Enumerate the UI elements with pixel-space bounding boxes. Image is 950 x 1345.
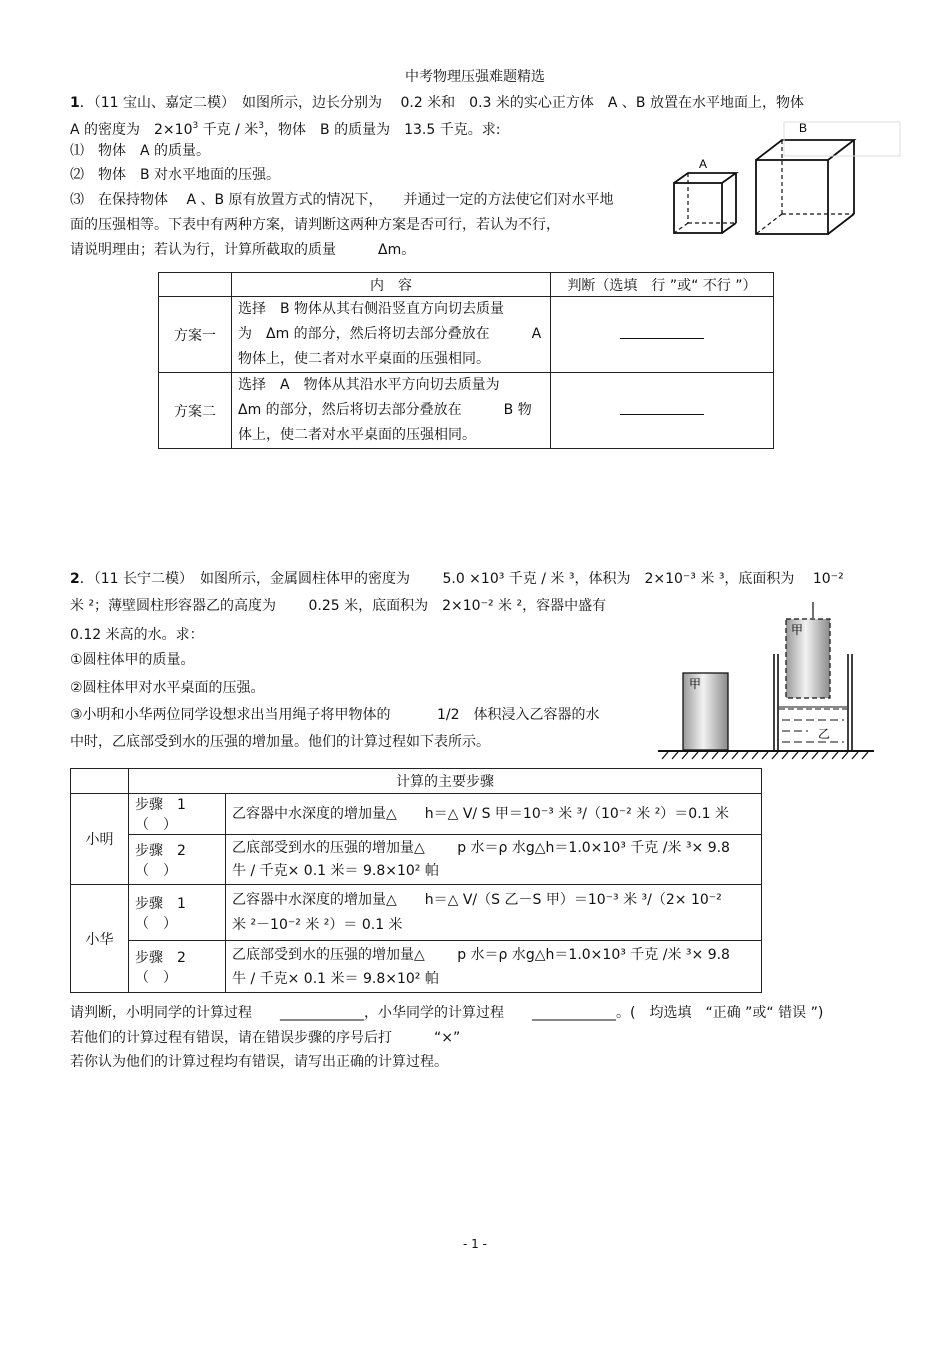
cube-a xyxy=(674,173,736,233)
cube-b xyxy=(756,140,854,234)
step-line: 牛 / 千克× 0.1 米＝ 9.8×10² 帕 xyxy=(232,970,439,987)
q2-table-header-row xyxy=(71,769,762,794)
q2-steps-table xyxy=(70,768,762,993)
xiaohua-step2-content xyxy=(226,941,762,993)
xiaoming-step1-content xyxy=(226,794,762,835)
step-line: 乙容器中水深度的增加量△ h＝△ V/ S 甲＝10⁻³ 米 ³/（10⁻² 米 ²）＝0.1 米 xyxy=(232,806,730,822)
plan-2-line: Δm 的部分，然后将切去部分叠放在 B 物 xyxy=(238,402,532,418)
water xyxy=(779,707,847,742)
q1-source: ．（11 宝山、嘉定二模） xyxy=(79,95,229,111)
xiaoming-step2-content xyxy=(226,835,762,885)
q2-item3-line1: ③小明和小华两位同学设想求出当用绳子将甲物体的 1/2 体积浸入乙容器的水 xyxy=(70,707,600,723)
xiaoming-step1-row xyxy=(71,794,762,835)
plan-2-judge-cell[interactable] xyxy=(551,373,774,449)
xiaohua-step1-content xyxy=(226,885,762,941)
q1-item3-line2: 面的压强相等。下表中有两种方案，请判断这两种方案是否可行，若认为不行， xyxy=(70,217,560,233)
q1-header-content: 内 容 xyxy=(232,273,551,297)
plan-2-answer-blank[interactable] xyxy=(620,402,704,415)
q1-plan-table xyxy=(158,272,774,449)
cylinder-jia-label: 甲 xyxy=(689,677,702,691)
q1-item2: ⑵ 物体 B 对水平地面的压强。 xyxy=(70,167,281,183)
xiaohua-step1-row xyxy=(71,885,762,941)
q1-table-row-2 xyxy=(159,373,774,449)
plan-2-line: 选择 A 物体从其沿水平方向切去质量为 xyxy=(238,377,500,393)
q2-table-corner xyxy=(71,769,129,794)
q1-line2 xyxy=(70,116,500,140)
page-number: - 1 - xyxy=(463,1237,487,1251)
cube-b-label: B xyxy=(799,121,808,135)
q1-item3-line3: 请说明理由；若认为行，计算所截取的质量 Δm。 xyxy=(70,242,416,258)
q1-number: 1 xyxy=(70,95,80,111)
q2-item2: ②圆柱体甲对水平桌面的压强。 xyxy=(70,680,265,696)
plan-1-line: 为 Δm 的部分，然后将切去部分叠放在 A xyxy=(238,326,542,342)
q2-item3-line2: 中时，乙底部受到水的压强的增加量。他们的计算过程如下表所示。 xyxy=(70,734,490,750)
plan-1-content xyxy=(232,297,551,373)
container-yi-label: 乙 xyxy=(818,727,831,741)
xiaoming-step2-label[interactable]: 步骤 2（ ） xyxy=(129,835,226,885)
q1-line1-text: 如图所示，边长分别为 0.2 米和 0.3 米的实心正方体 A 、B 放置在水平地面上，物体 xyxy=(242,95,804,111)
q2-line1 xyxy=(70,569,844,589)
step-line: 乙底部受到水的压强的增加量△ p 水＝ρ 水g△h＝1.0×10³ 千克 /米 ³× 9.8 xyxy=(232,946,730,963)
xiaohua-step2-label[interactable]: 步骤 2（ ） xyxy=(129,941,226,993)
plan-2-name: 方案二 xyxy=(159,373,232,449)
q1-density-unit: 千克 / 米 xyxy=(198,122,259,138)
q2-cylinder-figure xyxy=(658,598,874,760)
q1-header-judge: 判断（选填 行 ”或“ 不行 ”） xyxy=(551,273,774,297)
plan-1-answer-blank[interactable] xyxy=(620,326,704,339)
q1-density-exponent: 3 xyxy=(192,121,199,131)
student-xiaohua: 小华 xyxy=(71,885,129,993)
q2-mark-error-prompt: 若他们的计算过程有错误，请在错误步骤的序号后打 “×” xyxy=(70,1030,461,1046)
table-hatching xyxy=(662,752,868,759)
q1-item3-line1: ⑶ 在保持物体 A 、B 原有放置方式的情况下， 并通过一定的方法使它们对水平地 xyxy=(70,192,614,208)
q1-cubes-figure xyxy=(668,118,908,243)
q2-item1: ①圆柱体甲的质量。 xyxy=(70,652,195,668)
document-title: 中考物理压强难题精选 xyxy=(405,69,545,85)
q2-line1-text: 如图所示，金属圆柱体甲的密度为 5.0 ×10³ 千克 / 米 ³，体积为 2×10⁻³ 米 ³，底面积为 10⁻² xyxy=(200,571,844,587)
q1-mass-text: ，物体 B 的质量为 13.5 千克。求: xyxy=(264,122,501,138)
q2-judgement-prompt: 请判断，小明同学的计算过程 ____________，小华同学的计算过程 ____________。( 均选填 “正确 ”或“ 错误 ”) xyxy=(70,1005,824,1021)
plan-1-judge-cell[interactable] xyxy=(551,297,774,373)
q2-source: ．（11 长宁二模） xyxy=(79,571,187,587)
suspended-cylinder-label: 甲 xyxy=(791,623,804,637)
q1-table-corner xyxy=(159,273,232,297)
q1-table-header-row xyxy=(159,273,774,297)
q1-line1 xyxy=(70,93,804,113)
q2-line3: 0.12 米高的水。求： xyxy=(70,627,204,643)
xiaoming-step2-row xyxy=(71,835,762,885)
plan-1-name: 方案一 xyxy=(159,297,232,373)
xiaoming-step1-label[interactable]: 步骤 1（ ） xyxy=(129,794,226,835)
step-line: 牛 / 千克× 0.1 米＝ 9.8×10² 帕 xyxy=(232,862,439,879)
plan-2-content xyxy=(232,373,551,449)
xiaohua-step1-label[interactable]: 步骤 1（ ） xyxy=(129,885,226,941)
q2-line2: 米 ²；薄壁圆柱形容器乙的高度为 0.25 米，底面积为 2×10⁻² 米 ²，容器中盛有 xyxy=(70,598,607,614)
q1-table-row-1 xyxy=(159,297,774,373)
step-line: 乙容器中水深度的增加量△ h＝△ V/（S 乙－S 甲）＝10⁻³ 米 ³/（2× 10⁻² xyxy=(232,891,722,908)
step-line: 米 ²－10⁻² 米 ²）＝ 0.1 米 xyxy=(232,916,403,933)
q2-table-header: 计算的主要步骤 xyxy=(129,769,762,794)
q2-number: 2 xyxy=(70,571,80,587)
step-line: 乙底部受到水的压强的增加量△ p 水＝ρ 水g△h＝1.0×10³ 千克 /米 ³× 9.8 xyxy=(232,839,730,856)
plan-1-line: 物体上，使二者对水平桌面的压强相同。 xyxy=(238,351,490,367)
plan-1-line: 选择 B 物体从其右侧沿竖直方向切去质量 xyxy=(238,301,505,317)
q2-correct-process-prompt: 若你认为他们的计算过程均有错误，请写出正确的计算过程。 xyxy=(70,1054,448,1070)
cube-a-label: A xyxy=(699,157,708,171)
plan-2-line: 体上，使二者对水平桌面的压强相同。 xyxy=(238,427,476,443)
student-xiaoming: 小明 xyxy=(71,794,129,885)
q1-item1: ⑴ 物体 A 的质量。 xyxy=(70,143,211,159)
q1-density-unit-exponent: 3 xyxy=(258,121,265,131)
q1-density-text: A 的密度为 2×10 xyxy=(70,122,193,138)
xiaohua-step2-row xyxy=(71,941,762,993)
